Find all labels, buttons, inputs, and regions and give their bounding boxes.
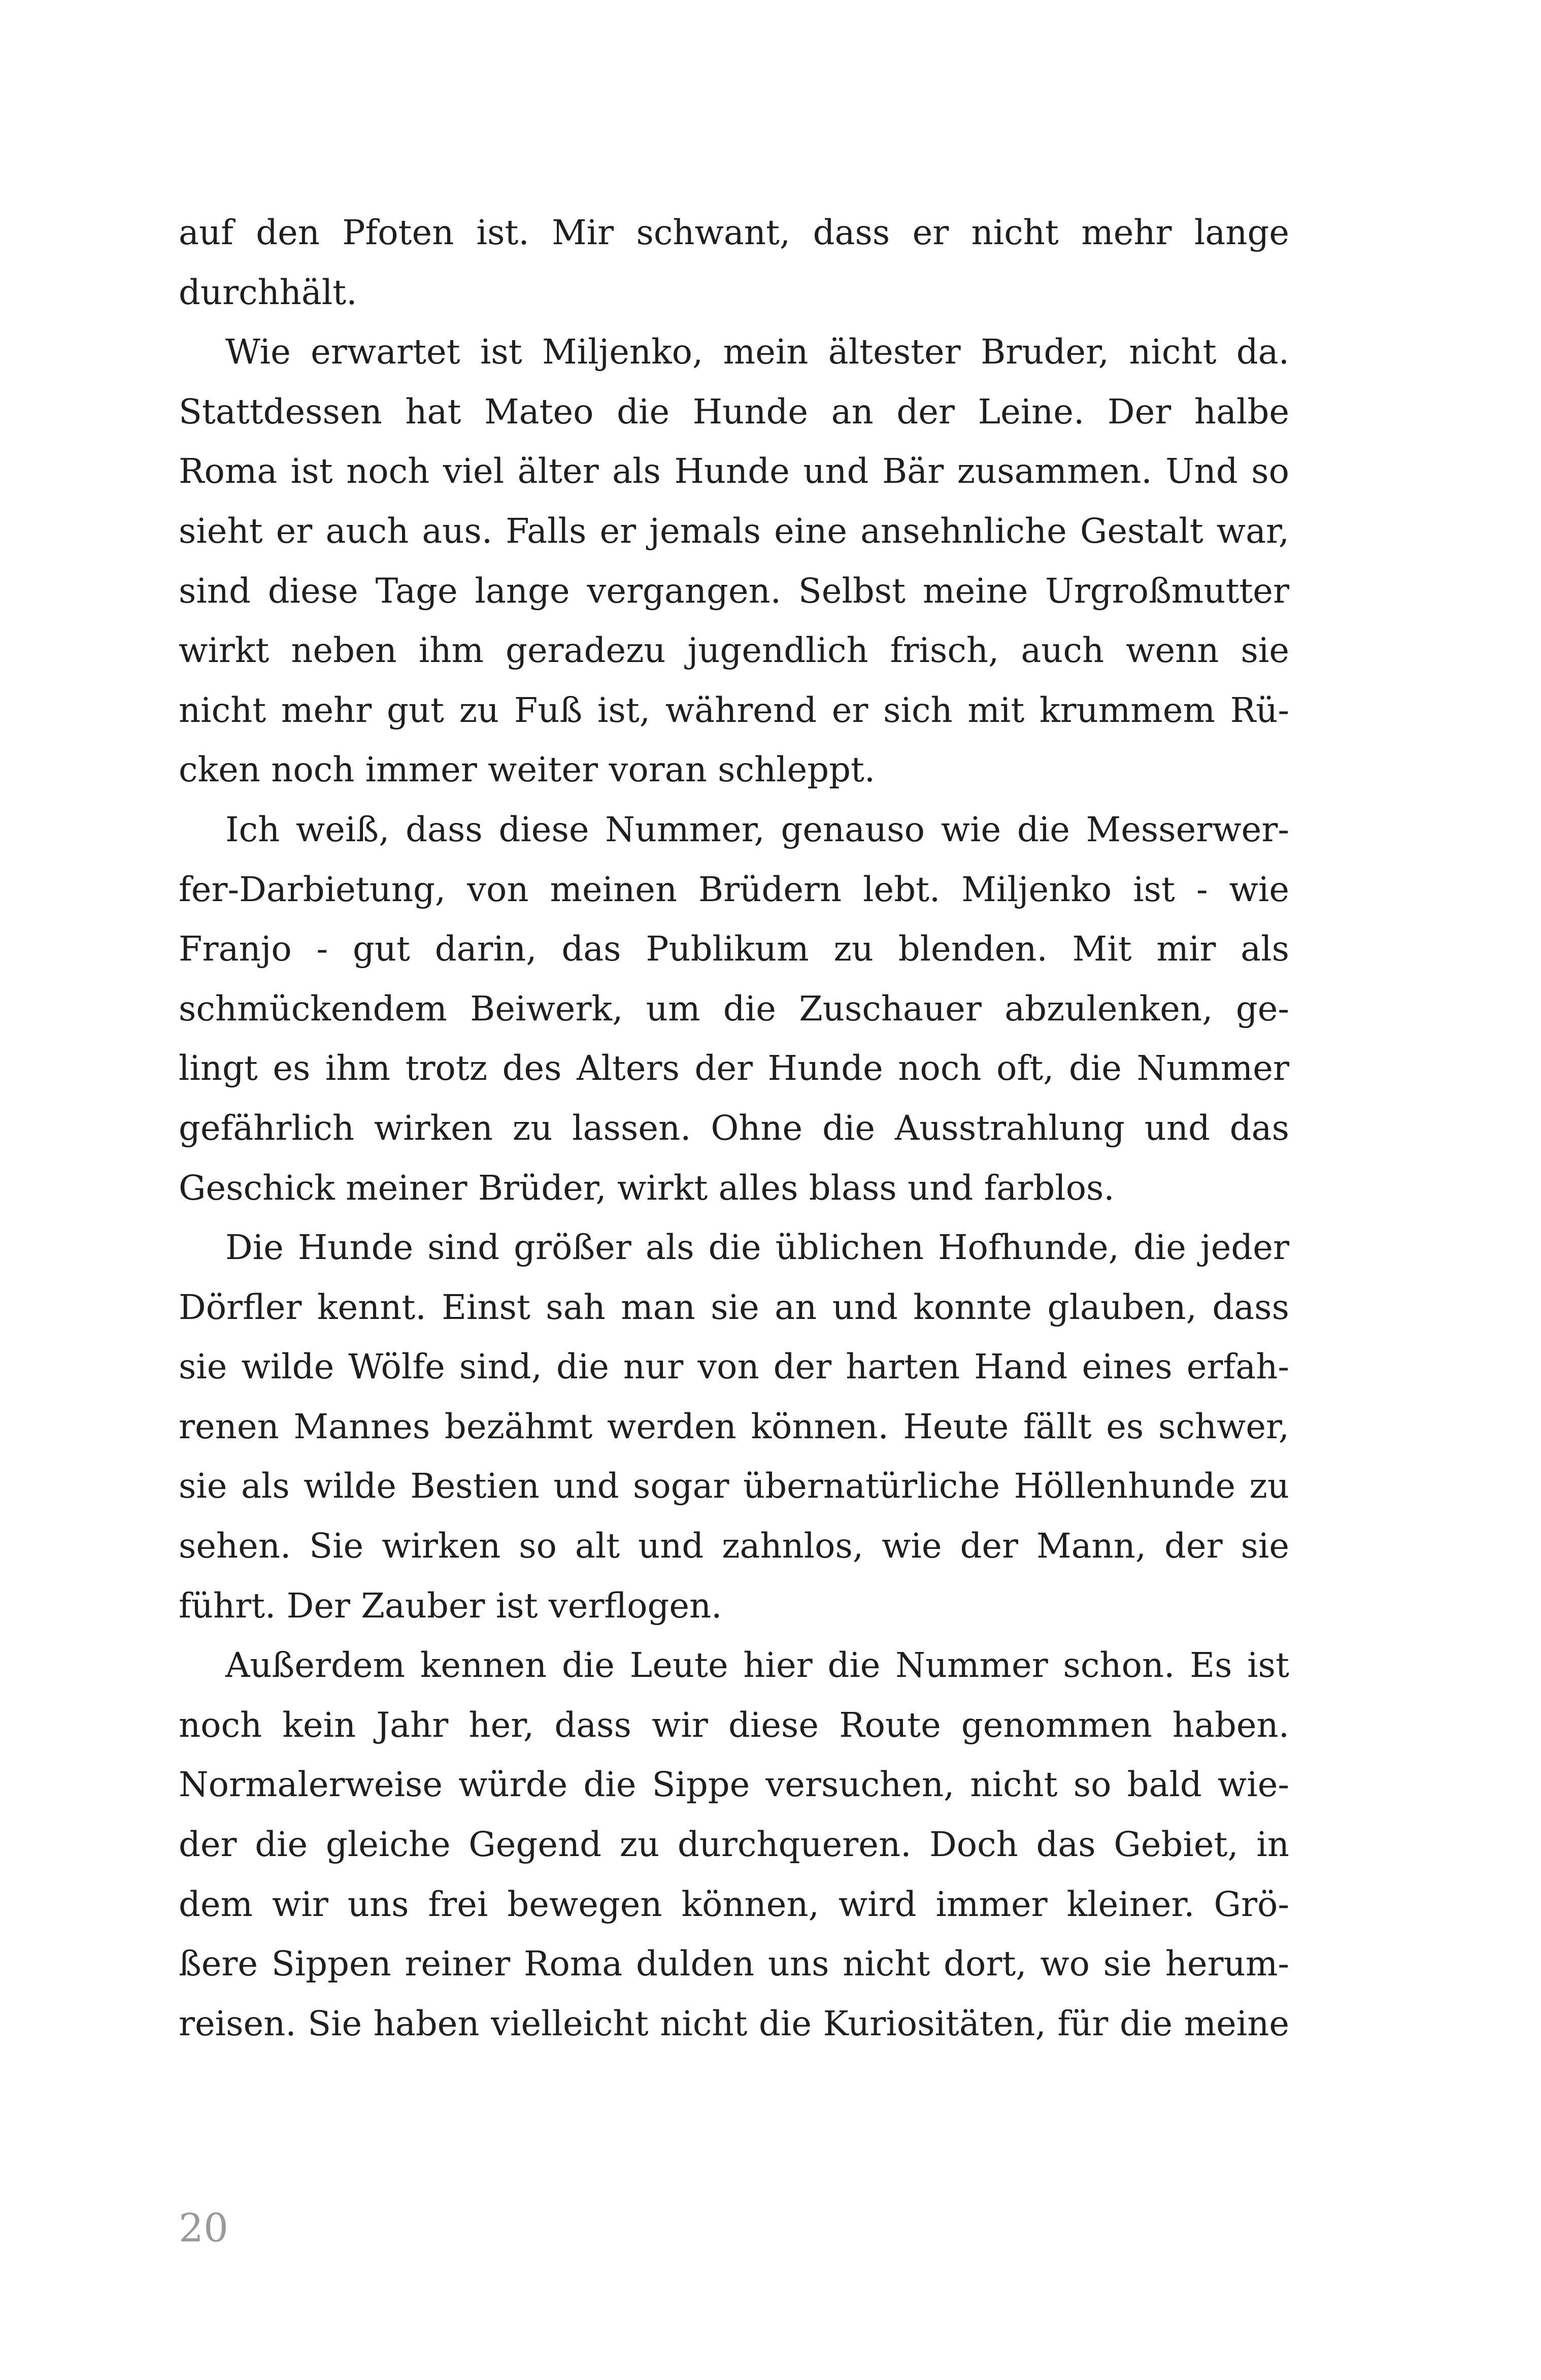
text-line: Geschick meiner Brüder, wirkt alles blass und farblos. [179,1168,1115,1208]
text-line: sie als wilde Bestien und sogar übernatürliche Höllenhunde zu [179,1466,1289,1506]
text-line: fer-Darbietung, von meinen Brüdern lebt. Miljenko ist - wie [179,869,1289,909]
text-line: Roma ist noch viel älter als Hunde und Bär zusammen. Und so [179,451,1289,491]
text-line: der die gleiche Gegend zu durchqueren. Doch das Gebiet, in [179,1825,1289,1865]
text-line: Franjo - gut darin, das Publikum zu blenden. Mit mir als [179,929,1289,969]
text-line: renen Mannes bezähmt werden können. Heute fällt es schwer, [179,1406,1289,1446]
text-line: Stattdessen hat Mateo die Hunde an der Leine. Der halbe [179,391,1289,432]
text-line: reisen. Sie haben vielleicht nicht die Kuriositäten, für die meine [179,2003,1289,2043]
text-line: gefährlich wirken zu lassen. Ohne die Ausstrahlung und das [179,1108,1289,1148]
text-line: noch kein Jahr her, dass wir diese Route genommen haben. [179,1705,1289,1745]
page-number: 20 [179,2206,228,2251]
text-line: Wie erwartet ist Miljenko, mein ältester Bruder, nicht da. [225,332,1289,372]
body-text [179,203,1289,2054]
text-line: sie wilde Wölfe sind, die nur von der harten Hand eines erfah- [179,1347,1289,1387]
text-line: dem wir uns frei bewegen können, wird immer kleiner. Grö- [179,1884,1289,1924]
text-line: cken noch immer weiter voran schleppt. [179,750,876,790]
text-line: schmückendem Beiwerk, um die Zuschauer abzulenken, ge- [179,988,1289,1029]
text-line: Die Hunde sind größer als die üblichen Hofhunde, die jeder [225,1228,1289,1268]
text-line: auf den Pfoten ist. Mir schwant, dass er nicht mehr lange [179,213,1289,252]
text-line: sieht er auch aus. Falls er jemals eine ansehnliche Gestalt war, [179,511,1289,551]
text-line: durchhält. [179,272,357,312]
text-line: wirkt neben ihm geradezu jugendlich frisch, auch wenn sie [179,631,1289,671]
text-line: ßere Sippen reiner Roma dulden uns nicht dort, wo sie herum- [179,1944,1289,1984]
text-line: Außerdem kennen die Leute hier die Nummer schon. Es ist [225,1645,1289,1685]
text-line: führt. Der Zauber ist verflogen. [179,1585,722,1626]
text-line: lingt es ihm trotz des Alters der Hunde noch oft, die Nummer [179,1048,1289,1088]
text-line: Ich weiß, dass diese Nummer, genauso wie die Messerwer- [225,809,1289,849]
text-line: Dörfler kennt. Einst sah man sie an und konnte glauben, dass [179,1287,1289,1327]
text-line: sind diese Tage lange vergangen. Selbst meine Urgroßmutter [179,571,1289,611]
text-line: sehen. Sie wirken so alt und zahnlos, wie der Mann, der sie [179,1526,1289,1566]
text-line: nicht mehr gut zu Fuß ist, während er sich mit krummem Rü- [179,690,1289,730]
text-line: Normalerweise würde die Sippe versuchen, nicht so bald wie- [179,1765,1289,1805]
